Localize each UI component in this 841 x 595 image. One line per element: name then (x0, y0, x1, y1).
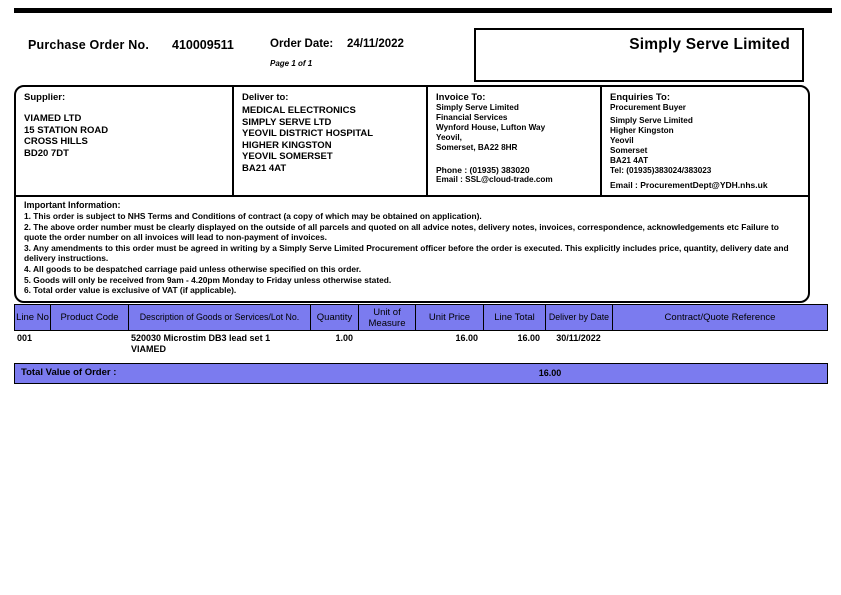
important-information-section (16, 197, 808, 296)
top-divider-rule (14, 8, 832, 13)
total-value-label: Total Value of Order : (21, 367, 117, 378)
deliver-address-line: YEOVIL SOMERSET (242, 151, 333, 162)
cell-description-line1: 520030 Microstim DB3 lead set 1 (131, 333, 271, 343)
column-header-unit-of-measure: Unit of Measure (359, 305, 416, 330)
cell-line-no: 001 (17, 333, 33, 343)
supplier-label: Supplier: (24, 92, 66, 103)
cell-unit-price: 16.00 (455, 333, 478, 343)
enquiries-address-line: Yeovil (610, 136, 634, 145)
cell-description-line2: VIAMED (131, 344, 167, 354)
total-value-amount: 16.00 (538, 368, 562, 378)
company-header-box (474, 28, 804, 82)
order-date-value: 24/11/2022 (347, 38, 404, 50)
page-indicator: Page 1 of 1 (270, 59, 313, 68)
deliver-to-section (234, 87, 428, 195)
important-information-item: 1. This order is subject to NHS Terms and Conditions of contract (a copy of which may be obtained on application). (24, 211, 482, 221)
deliver-to-label: Deliver to: (242, 92, 289, 103)
deliver-address-line: YEOVIL DISTRICT HOSPITAL (242, 128, 374, 139)
invoice-address-line: Financial Services (436, 113, 508, 122)
cell-line-total: 16.00 (517, 333, 540, 343)
enquiries-telephone: Tel: (01935)383024/383023 (610, 166, 712, 175)
order-date-label: Order Date: (270, 38, 334, 50)
invoice-to-label: Invoice To: (436, 92, 486, 103)
enquiries-address-line: BA21 4AT (610, 156, 649, 165)
enquiries-to-section (602, 87, 808, 195)
important-information-item: 3. Any amendments to this order must be agreed in writing by a Simply Serve Limited Procurement officer before the order is executed. This explicitly includes price, quantity, delivery date and delivery instructions. (24, 242, 789, 264)
enquiries-email: Email : ProcurementDept@YDH.nhs.uk (610, 180, 768, 190)
total-value-bar (14, 363, 828, 384)
invoice-email: Email : SSL@cloud-trade.com (436, 175, 553, 184)
supplier-address-line: CROSS HILLS (24, 136, 88, 147)
column-header-quantity: Quantity (311, 305, 359, 330)
important-information-item: 6. Total order value is exclusive of VAT (if applicable). (24, 285, 237, 296)
supplier-address-line: VIAMED LTD (24, 113, 82, 124)
enquiries-to-label: Enquiries To: (610, 92, 670, 103)
invoice-address-line: Simply Serve Limited (436, 103, 519, 112)
company-name: Simply Serve Limited (629, 36, 790, 53)
invoice-address-line: Somerset, BA22 8HR (436, 143, 518, 152)
address-columns (16, 87, 808, 197)
cell-deliver-by-date: 30/11/2022 (556, 333, 601, 343)
invoice-phone: Phone : (01935) 383020 (436, 165, 530, 175)
column-header-line-no: Line No (15, 305, 51, 330)
deliver-address-line: BA21 4AT (242, 162, 287, 174)
invoice-to-section (428, 87, 602, 195)
enquiries-address-line: Simply Serve Limited (610, 116, 693, 125)
column-header-product-code: Product Code (51, 305, 129, 330)
invoice-address-line: Wynford House, Lufton Way (436, 123, 546, 132)
line-items-table (14, 304, 828, 355)
cell-product-code (50, 333, 128, 355)
enquiries-address-line: Somerset (610, 146, 648, 155)
table-row (14, 331, 828, 355)
line-items-header-row (14, 304, 828, 331)
cell-contract-quote-reference (612, 333, 828, 355)
important-information-item: 4. All goods to be despatched carriage paid unless otherwise specified on this order. (24, 263, 362, 274)
column-header-contract-quote-reference: Contract/Quote Reference (613, 305, 827, 330)
deliver-address-line: SIMPLY SERVE LTD (242, 116, 332, 128)
po-number-label: Purchase Order No. (28, 38, 150, 52)
column-header-description: Description of Goods or Services/Lot No. (129, 305, 311, 330)
cell-unit-of-measure (358, 333, 415, 355)
important-information-label: Important Information: (24, 200, 121, 210)
cell-quantity: 1.00 (335, 333, 353, 343)
column-header-deliver-by-date: Deliver by Date (546, 305, 613, 330)
supplier-address-line: 15 STATION ROAD (24, 124, 109, 136)
invoice-address-line: Yeovil, (436, 133, 462, 142)
deliver-address-line: HIGHER KINGSTON (242, 139, 332, 151)
cell-description (128, 333, 310, 355)
po-number-value: 410009511 (172, 38, 234, 52)
column-header-line-total: Line Total (484, 305, 546, 330)
column-header-unit-price: Unit Price (416, 305, 484, 330)
important-information-item: 2. The above order number must be clearly displayed on the outside of all parcels and quoted on all advice notes, delivery notes, invoices, correspondence, acknowledgements etc Failure to quote the order number on all invoices will lead to non-payment of invoices. (24, 221, 779, 243)
order-details-box (14, 85, 810, 303)
deliver-address-line: MEDICAL ELECTRONICS (242, 105, 356, 116)
enquiries-buyer: Procurement Buyer (610, 103, 686, 112)
supplier-address-line: BD20 7DT (24, 147, 69, 159)
supplier-section (16, 87, 234, 195)
enquiries-address-line: Higher Kingston (610, 126, 674, 135)
important-information-item: 5. Goods will only be received from 9am - 4.20pm Monday to Friday unless otherwise stated. (24, 274, 392, 285)
